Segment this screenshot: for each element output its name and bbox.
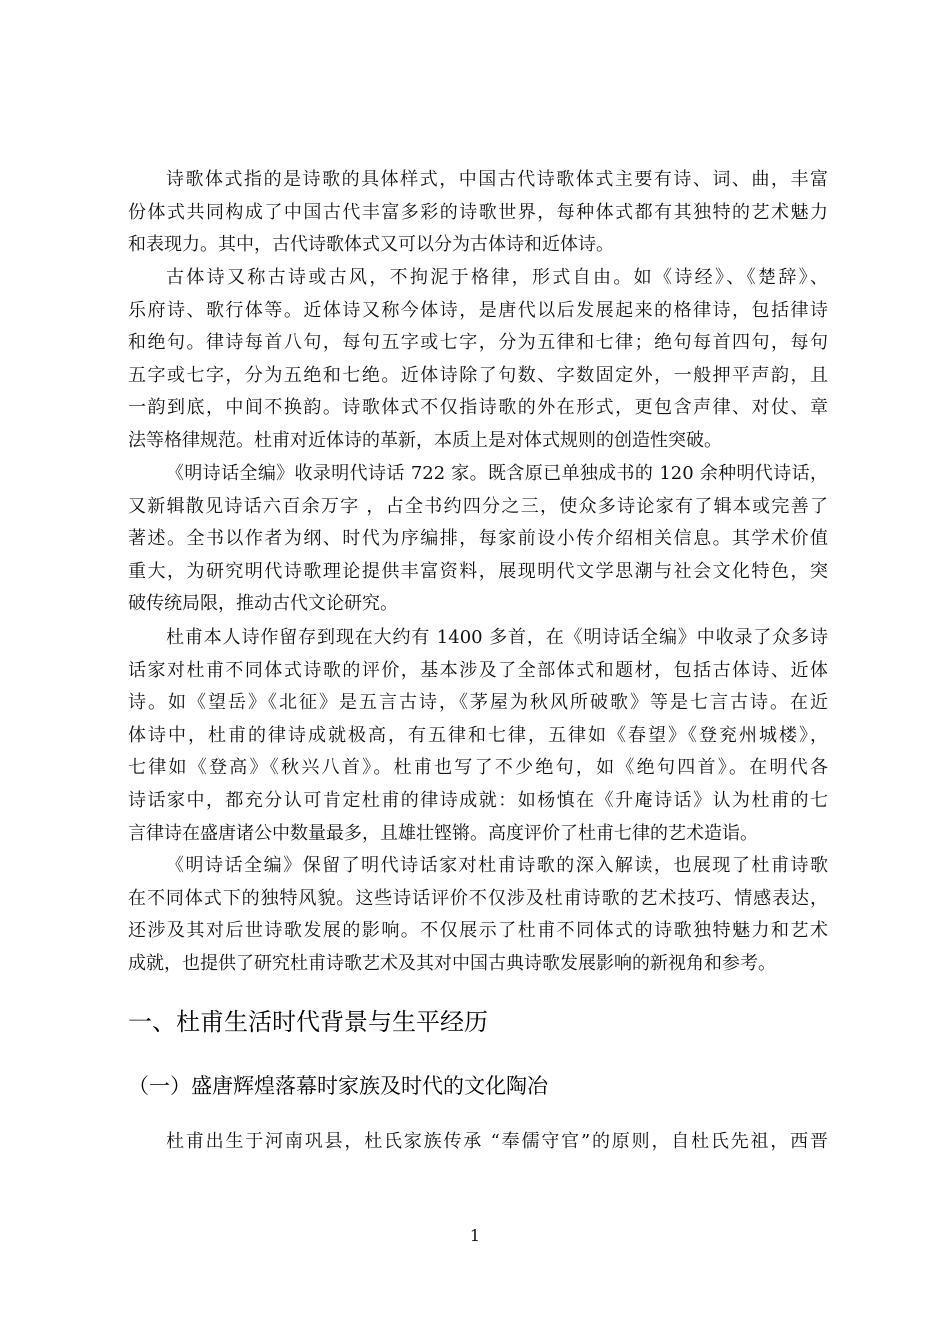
paragraph-line: 份体式共同构成了中国古代丰富多彩的诗歌世界，每种体式都有其独特的艺术魅力 (128, 201, 828, 223)
paragraph-line: 杜甫本人诗作留存到现在大约有 1400 多首，在《明诗话全编》中收录了众多诗 (166, 627, 828, 648)
paragraph-line: 破传统局限，推动古代文论研究。 (128, 593, 398, 615)
paragraph-line: 诗话家中，都充分认可肯定杜甫的律诗成就：如杨慎在《升庵诗话》认为杜甫的七 (128, 789, 828, 811)
paragraph-line: 成就，也提供了研究杜甫诗歌艺术及其对中国古典诗歌发展影响的新视角和参考。 (128, 952, 776, 974)
paragraph-line: 话家对杜甫不同体式诗歌的评价，基本涉及了全部体式和题材，包括古体诗、近体 (128, 659, 828, 681)
paragraph-3 (128, 458, 828, 621)
paragraph-line: 在不同体式下的独特风貌。这些诗话评价不仅涉及杜甫诗歌的艺术技巧、情感表达， (128, 887, 828, 909)
paragraph-4 (128, 622, 828, 850)
paragraph-line: 杜甫出生于河南巩县，杜氏家族传承 “奉儒守官”的原则，自杜氏先祖，西晋 (166, 1131, 828, 1152)
paragraph-line: 乐府诗、歌行体等。近体诗又称今体诗，是唐代以后发展起来的格律诗，包括律诗 (128, 299, 828, 321)
paragraph-line: 七律如《登高》《秋兴八首》。杜甫也写了不少绝句，如《绝句四首》。在明代各 (128, 757, 828, 779)
paragraph-line: 古体诗又称古诗或古风，不拘泥于格律，形式自由。如《诗经》、《楚辞》、 (166, 267, 828, 288)
paragraph-line: 五字或七字，分为五绝和七绝。近体诗除了句数、字数固定外，一般押平声韵，且 (128, 364, 828, 386)
paragraph-line: 一韵到底，中间不换韵。诗歌体式不仅指诗歌的外在形式，更包含声律、对仗、章 (128, 397, 828, 419)
paragraph-line: 《明诗话全编》收录明代诗话 722 家。既含原已单独成书的 120 余种明代诗话， (166, 463, 828, 484)
subsection-heading: （一）盛唐辉煌落幕时家族及时代的文化陶冶 (128, 1074, 548, 1098)
paragraph-line: 诗。如《望岳》《北征》是五言古诗，《茅屋为秋风所破歌》等是七言古诗。在近 (128, 692, 828, 714)
paragraph-line: 和绝句。律诗每首八句，每句五字或七字，分为五律和七律；绝句每首四句，每句 (128, 332, 828, 354)
paragraph-line: 诗歌体式指的是诗歌的具体样式，中国古代诗歌体式主要有诗、词、曲，丰富 (166, 169, 828, 190)
paragraph-line: 著述。全书以作者为纲、时代为序编排，每家前设小传介绍相关信息。其学术价值 (128, 528, 828, 550)
paragraph-6 (128, 1126, 828, 1159)
paragraph-line: 体诗中，杜甫的律诗成就极高，有五律和七律，五律如《春望》《登兖州城楼》， (128, 724, 828, 746)
paragraph-2 (128, 262, 828, 458)
paragraph-line: 还涉及其对后世诗歌发展的影响。不仅展示了杜甫不同体式的诗歌独特魅力和艺术 (128, 920, 828, 942)
page-number: 1 (469, 1226, 481, 1245)
paragraph-line: 和表现力。其中，古代诗歌体式又可以分为古体诗和近体诗。 (128, 234, 614, 256)
paragraph-line: 又新辑散见诗话六百余万字 ，占全书约四分之三，使众多诗论家有了辑本或完善了 (128, 495, 828, 517)
paragraph-line: 法等格律规范。杜甫对近体诗的革新，本质上是对体式规则的创造性突破。 (128, 429, 722, 451)
section-heading: 一、杜甫生活时代背景与生平经历 (128, 1008, 488, 1036)
paragraph-line: 言律诗在盛唐诸公中数量最多，且雄壮铿锵。高度评价了杜甫七律的艺术造诣。 (128, 822, 758, 844)
paragraph-line: 重大，为研究明代诗歌理论提供丰富资料，展现明代文学思潮与社会文化特色，突 (128, 560, 828, 582)
paragraph-line: 《明诗话全编》保留了明代诗话家对杜甫诗歌的深入解读，也展现了杜甫诗歌 (166, 855, 828, 876)
paragraph-1 (128, 164, 828, 262)
paragraph-5 (128, 850, 828, 980)
